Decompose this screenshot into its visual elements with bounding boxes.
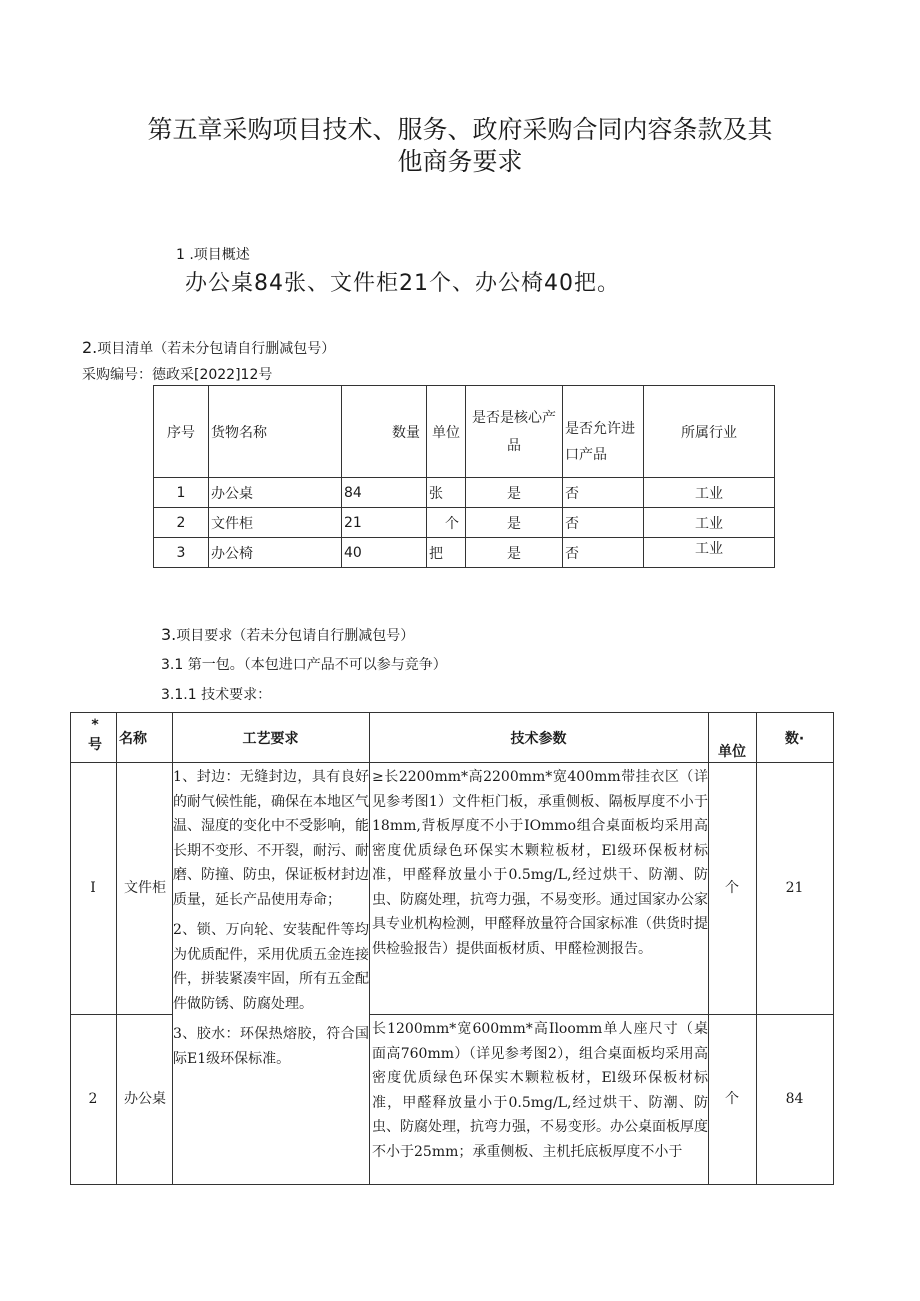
section3-1: 3.1 第一包。（本包进口产品不可以参与竞争） — [161, 657, 447, 673]
header-industry: 所属行业 — [644, 386, 775, 478]
row3-name: 办公椅 — [209, 538, 342, 568]
table-row — [154, 538, 775, 568]
section3-heading — [161, 625, 414, 645]
header-core-line2: 品 — [507, 437, 521, 454]
tech-header-tech: 技术参数 — [510, 731, 567, 747]
tech-table-hline-top — [70, 712, 833, 713]
row2-unit: 个 — [427, 508, 466, 538]
tech-table-vline-0 — [70, 712, 71, 1185]
row2-no: 2 — [154, 508, 209, 538]
header-name: 货物名称 — [209, 386, 342, 478]
row3-unit: 把 — [427, 538, 466, 568]
table-row — [154, 508, 775, 538]
tech-table-vline-5 — [756, 712, 757, 1185]
section2-heading-num: 2. — [82, 338, 98, 357]
header-core-line1: 是否是核心产 — [472, 409, 556, 426]
section1-heading: 1 .项目概述 — [176, 247, 250, 263]
project-list-table — [153, 385, 775, 568]
procurement-number: 采购编号：德政采[2022]12号 — [82, 367, 273, 383]
tech-row2-name: 办公桌 — [124, 1091, 166, 1107]
row1-qty: 84 — [342, 478, 427, 508]
row1-industry: 工业 — [644, 478, 775, 508]
row3-import: 否 — [563, 538, 644, 568]
tech-row2-unit: 个 — [725, 1091, 739, 1107]
header-no: 序号 — [154, 386, 209, 478]
tech-process-requirements — [173, 765, 369, 1077]
process-paragraph-2: 2、锁、万向轮、安装配件等均为优质配件，采用优质五金连接件，拼装紧凑牢固，所有五金配件做防锈、防腐处理。 — [173, 922, 369, 1012]
tech-row2-qty: 84 — [785, 1091, 804, 1107]
tech-header-no — [85, 715, 105, 755]
process-paragraph-1: 1、封边：无缝封边，具有良好的耐气候性能，确保在本地区气温、湿度的变化中不受影响，能长期不变形、不开裂，耐污、耐磨、防撞、防虫，保证板材封边质量，延长产品使用寿命； — [173, 769, 369, 908]
tech-table-hline-row1-right — [369, 1014, 833, 1015]
row2-core: 是 — [466, 508, 563, 538]
header-unit: 单位 — [427, 386, 466, 478]
tech-table-vline-1 — [116, 712, 117, 1185]
header-core — [466, 386, 563, 478]
tech-table-hline-row1-left — [70, 1014, 172, 1015]
tech-table-vline-4 — [708, 712, 709, 1185]
tech-row1-qty: 21 — [785, 880, 804, 896]
table-header-row — [154, 386, 775, 478]
tech-table-vline-3 — [369, 712, 370, 1185]
section3-heading-text: 项目要求（若未分包请自行删减包号） — [176, 628, 415, 644]
tech-table-vline-6 — [833, 712, 834, 1185]
tech-row1-params: ≥长2200mm*高2200mm*宽400mm带挂衣区（详见参考图1）文件柜门板，承重侧板、隔板厚度不小于18mm,背板厚度不小于IOmmo组合桌面板均采用高密度优质绿色环保实木颗粒板材，El级环保板材标准，甲醛释放量小于0.5mg/L,经过烘干、防潮、防虫、防腐处理，抗弯力强，不易变形。通过国家办公家具专业机构检测，甲醛释放量符合国家标准（供货时提供检验报告）提供面板材质、甲醛检测报告。 — [372, 769, 708, 957]
tech-header-process: 工艺要求 — [242, 731, 299, 747]
header-import — [563, 386, 644, 478]
row1-core: 是 — [466, 478, 563, 508]
page-title-line2: 他商务要求 — [397, 147, 523, 176]
row1-unit: 张 — [427, 478, 466, 508]
row3-core: 是 — [466, 538, 563, 568]
row1-name: 办公桌 — [209, 478, 342, 508]
tech-row2-params: 长1200mm*宽600mm*高Iloomm单人座尺寸（桌面高760mm）（详见参考图2），组合桌面板均采用高密度优质绿色环保实木颗粒板材，El级环保板材标准，甲醛释放量小于0.5mg/L,经过烘干、防潮、防虫、防腐处理，抗弯力强，不易变形。办公桌面板厚度不小于25mm；承重侧板、主机托底板厚度不小于 — [372, 1021, 708, 1160]
row2-qty: 21 — [342, 508, 427, 538]
table-row — [154, 478, 775, 508]
row2-import: 否 — [563, 508, 644, 538]
process-paragraph-3: 3、胶水：环保热熔胶，符合国际E1级环保标准。 — [173, 1026, 369, 1067]
row3-no: 3 — [154, 538, 209, 568]
row1-import: 否 — [563, 478, 644, 508]
tech-row1-name: 文件柜 — [124, 880, 166, 896]
tech-header-qty: 数· — [784, 731, 805, 747]
tech-row2-no: 2 — [88, 1091, 98, 1107]
section2-heading-text: 项目清单（若未分包请自行删减包号） — [97, 341, 336, 357]
tech-header-unit: 单位 — [718, 744, 746, 760]
header-import-line1: 是否允许进 — [565, 421, 635, 437]
header-import-line2: 口产品 — [565, 447, 607, 463]
page-title-line1: 第五章采购项目技术、服务、政府采购合同内容条款及其 — [147, 115, 773, 144]
row1-no: 1 — [154, 478, 209, 508]
row2-name: 文件柜 — [209, 508, 342, 538]
tech-row1-unit: 个 — [725, 880, 739, 896]
tech-row1-no: I — [90, 880, 96, 896]
section3-heading-num: 3. — [161, 625, 177, 644]
section2-heading — [82, 338, 335, 358]
section3-1-1: 3.1.1 技术要求： — [161, 687, 272, 703]
tech-header-name: 名称 — [119, 731, 147, 747]
row3-qty: 40 — [342, 538, 427, 568]
row3-industry: 工业 — [644, 538, 775, 568]
section1-body: 办公桌84张、文件柜21个、办公椅40把。 — [185, 271, 620, 296]
tech-header-no-line2: 号 — [88, 737, 102, 753]
tech-table-hline-bottom — [70, 1184, 833, 1185]
header-qty: 数量 — [342, 386, 427, 478]
tech-header-no-line1: * — [91, 717, 99, 733]
row2-industry: 工业 — [644, 508, 775, 538]
